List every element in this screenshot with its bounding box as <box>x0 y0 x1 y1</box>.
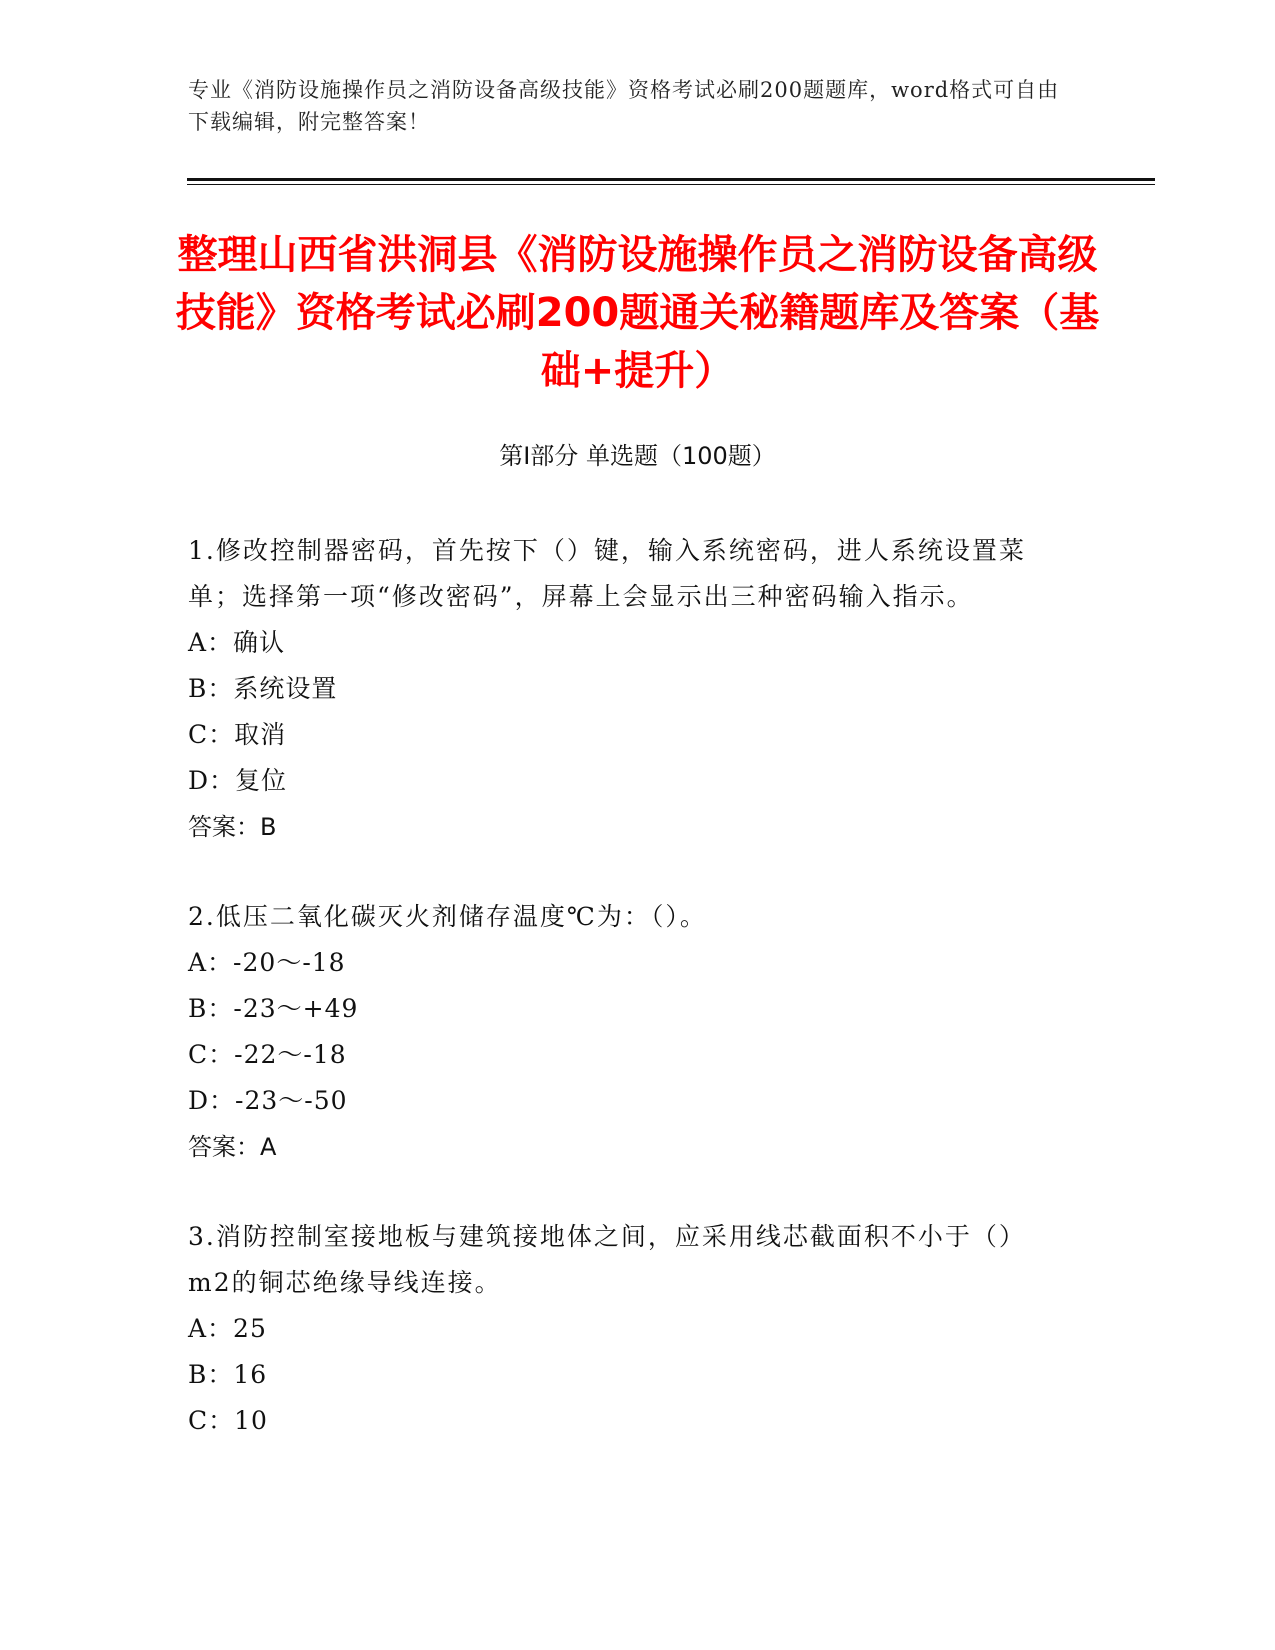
option-b: B：16 <box>188 1360 268 1389</box>
question-list <box>188 528 1068 1488</box>
option-a: A：确认 <box>188 628 286 657</box>
header-note: 专业《消防设施操作员之消防设备高级技能》资格考试必刷200题题库，word格式可自由下载编辑，附完整答案！ <box>188 78 1060 134</box>
question-1 <box>188 528 1068 850</box>
question-2 <box>188 894 1068 1170</box>
option-c: C：取消 <box>188 720 287 749</box>
header-rule-thin <box>187 184 1155 185</box>
option-a: A：25 <box>188 1314 267 1343</box>
option-c: C：10 <box>188 1406 268 1435</box>
document-title: 整理山西省洪洞县《消防设施操作员之消防设备高级技能》资格考试必刷200题通关秘籍题库及答案（基础+提升） <box>175 232 1100 394</box>
option-d: D：-23～-50 <box>188 1086 348 1115</box>
option-b: B：-23～+49 <box>188 994 359 1023</box>
section-heading: 第I部分 单选题（100题） <box>499 442 776 470</box>
question-stem: 1.修改控制器密码，首先按下（）键，输入系统密码，进人系统设置菜单；选择第一项“修改密码”，屏幕上会显示出三种密码输入指示。 <box>188 536 1026 611</box>
header-rule-thick <box>187 178 1155 181</box>
question-stem: 3.消防控制室接地板与建筑接地体之间，应采用线芯截面积不小于（）m2的铜芯绝缘导线连接。 <box>188 1222 1026 1297</box>
option-b: B：系统设置 <box>188 674 338 703</box>
question-stem: 2.低压二氧化碳灭火剂储存温度℃为：（）。 <box>188 902 707 931</box>
answer: 答案：A <box>188 1133 277 1161</box>
option-a: A：-20～-18 <box>188 948 346 977</box>
question-3 <box>188 1214 1068 1444</box>
answer: 答案：B <box>188 813 277 841</box>
option-c: C：-22～-18 <box>188 1040 347 1069</box>
option-d: D：复位 <box>188 766 288 795</box>
